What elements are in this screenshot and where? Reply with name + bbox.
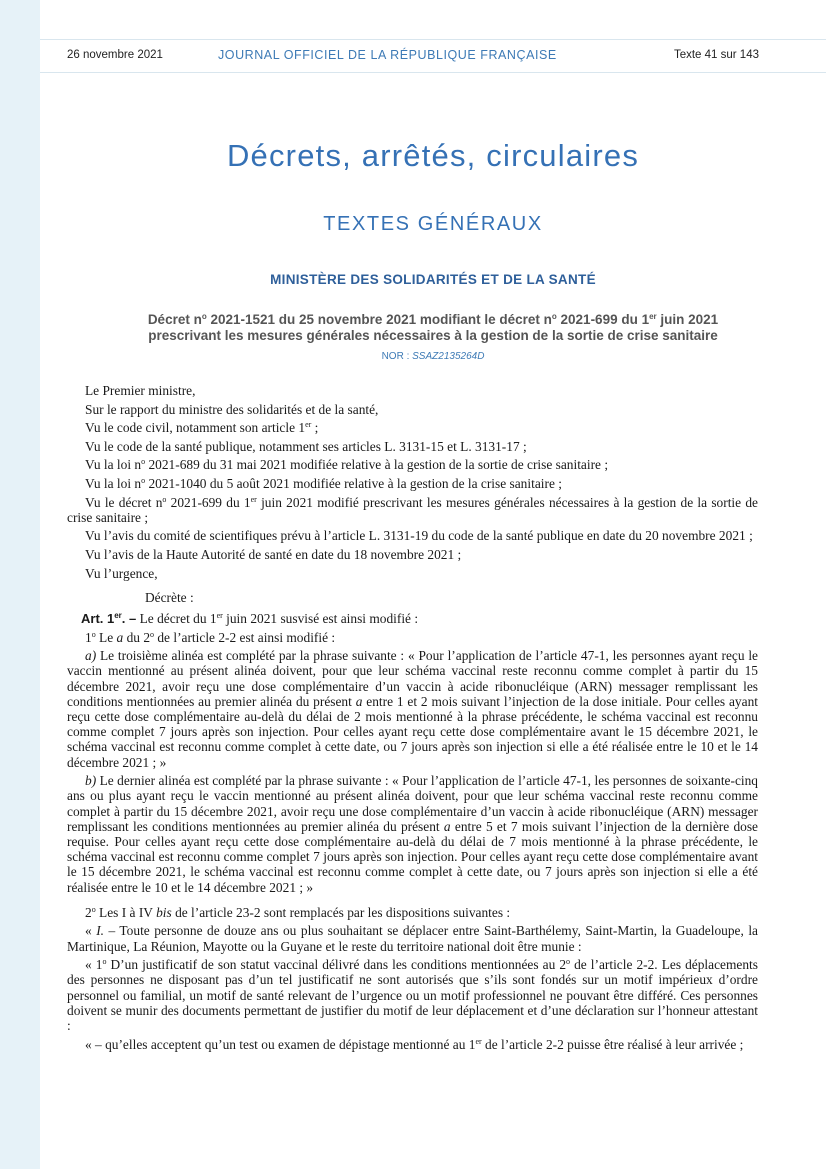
paragraph: Vu l’avis de la Haute Autorité de santé en date du 18 novembre 2021 ; — [85, 546, 462, 562]
header-date: 26 novembre 2021 — [67, 49, 163, 61]
decree-title: Décret $n^o$ 2021-1521 du 25 novembre 2021 modifiant le décret $n^o$ 2021-699 du 1er juin 2021 prescrivant les mesures générales nécessaires à la gestion de la sortie de crise sanitaire — [147, 312, 719, 343]
item-1: 1$^o$ Le a du 2$^o$ de l’article 2-2 est ainsi modifié : — [85, 629, 336, 645]
decree-title-text: Décret n — [147, 312, 202, 327]
paragraph: Vu l’urgence, — [85, 565, 158, 581]
paragraph-a: a) Le troisième alinéa est complété par la phrase suivante : « Pour l’application de l’article 47-1, les personnes ayant reçu le vaccin mentionné au présent alinéa doivent, pour que leur schéma vaccinal reste reconnu comme complet à partir du 15 décembre 2021, avoir reçu une dose complémentaire d’un vaccin à acide ribonucléique (ARN) messager remplissant les conditions mentionnées au premier alinéa du présent a entre 1 et 2 mois suivant l’injection de la dose initiale. Pour celles ayant reçu cette dose complémentaire au-delà du délai de 2 mois mentionné à la phrase précédente, le schéma vaccinal est reconnu comme complet 7 jours après son injection. Pour celles ayant reçu cette dose complémentaire avant le 15 décembre 2021, le schéma vaccinal est reconnu comme complet à cette date, ou 7 jours après son injection si elle a été réalisée entre le 10 et le 14 décembre 2021 ; » — [67, 648, 758, 770]
item-2: 2$^o$ Les I à IV bis de l’article 23-2 sont remplacés par les dispositions suivantes : — [85, 904, 511, 920]
sub-title: TEXTES GÉNÉRAUX — [323, 213, 543, 235]
ministry-name: MINISTÈRE DES SOLIDARITÉS ET DE LA SANTÉ — [270, 272, 596, 287]
nor-value: SSAZ2135264D — [412, 351, 485, 362]
paragraph: Vu la loi $n^o$ 2021-1040 du 5 août 2021 modifiée relative à la gestion de la crise sanitaire ; — [85, 475, 562, 491]
paragraph: Sur le rapport du ministre des solidarités et de la santé, — [85, 401, 379, 417]
quoted-paragraph-1: « 1$^o$ D’un justificatif de son statut vaccinal délivré dans les conditions mentionnées au 2$^o$ de l’article 2-2. Les déplacements des personnes ne disposant pas d’un tel justificatif ne sont autorisés que s’ils sont fondés sur un motif impérieux d’ordre personnel ou familial, un motif de santé relevant de l’urgence ou un motif professionnel ne pouvant être différé. Ces personnes doivent se munir des documents permettant de justifier du motif de leur déplacement et d’une déclaration sur l’honneur attestant : — [67, 957, 758, 1033]
decree-title-line2: prescrivant les mesures générales nécessaires à la gestion de la sortie de crise sanitaire — [148, 328, 718, 343]
quoted-dash-item: « – qu’elles acceptent qu’un test ou examen de dépistage mentionné au 1er de l’article 2-2 puisse être réalisé à leur arrivée ; — [85, 1036, 744, 1052]
quoted-paragraph-I: « I. – Toute personne de douze ans ou plus souhaitant se déplacer entre Saint-Barthélemy, Saint-Martin, la Guadeloupe, la Martinique, La Réunion, Mayotte ou la Guyane et le reste du territoire national doit être munie : — [67, 923, 758, 954]
paragraph: Vu la loi $n^o$ 2021-689 du 31 mai 2021 modifiée relative à la gestion de la sortie de crise sanitaire ; — [85, 457, 609, 473]
header-journal-title: JOURNAL OFFICIEL DE LA RÉPUBLIQUE FRANÇAISE — [218, 48, 557, 62]
decree-body — [67, 383, 758, 1055]
paragraph-b: b) Le dernier alinéa est complété par la phrase suivante : « Pour l’application de l’article 47-1, les personnes de soixante-cinq ans ou plus ayant reçu le vaccin mentionné au présent alinéa doivent, pour que leur schéma vaccinal reste reconnu comme complet à partir du 15 décembre 2021, avoir reçu une dose complémentaire d’un vaccin à acide ribonucléique (ARN) messager remplissant les conditions mentionnées au premier alinéa du présent a entre 5 et 7 mois suivant l’injection de la dernière dose requise. Pour celles ayant reçu cette dose complémentaire au-delà du délai de 7 mois mentionné à la phrase précédente, le schéma vaccinal est reconnu comme complet 7 jours après son injection. Pour celles ayant reçu cette dose complémentaire avant le 15 décembre 2021, le schéma vaccinal est reconnu comme complet à cette date, ou 7 jours après son injection si elle a été réalisée entre le 10 et le 14 décembre 2021 ; » — [67, 773, 758, 895]
paragraph: Vu le code civil, notamment son article 1er ; — [85, 420, 319, 436]
header-top-rule — [40, 39, 826, 40]
paragraph: Le Premier ministre, — [85, 383, 196, 398]
left-margin-band — [0, 0, 40, 1169]
section-title: Décrets, arrêtés, circulaires — [226, 138, 640, 173]
article-1: Art. 1er. – Le décret du 1er juin 2021 susvisé est ainsi modifié : — [81, 610, 419, 626]
header-bottom-rule — [40, 72, 826, 73]
header-text-index: Texte 41 sur 143 — [673, 49, 759, 61]
paragraph: Vu le décret $n^o$ 2021-699 du 1er juin 2021 modifié prescrivant les mesures générales nécessaires à la gestion de la sortie de crise sanitaire ; — [67, 494, 758, 525]
paragraph: Vu l’avis du comité de scientifiques prévu à l’article L. 3131-19 du code de la santé publique en date du 20 novembre 2021 ; — [85, 528, 753, 544]
paragraph: Vu le code de la santé publique, notamment ses articles L. 3131-15 et L. 3131-17 ; — [85, 438, 527, 454]
decrete-line: Décrète : — [145, 589, 194, 605]
nor-reference: NOR : SSAZ2135264D — [381, 351, 485, 362]
